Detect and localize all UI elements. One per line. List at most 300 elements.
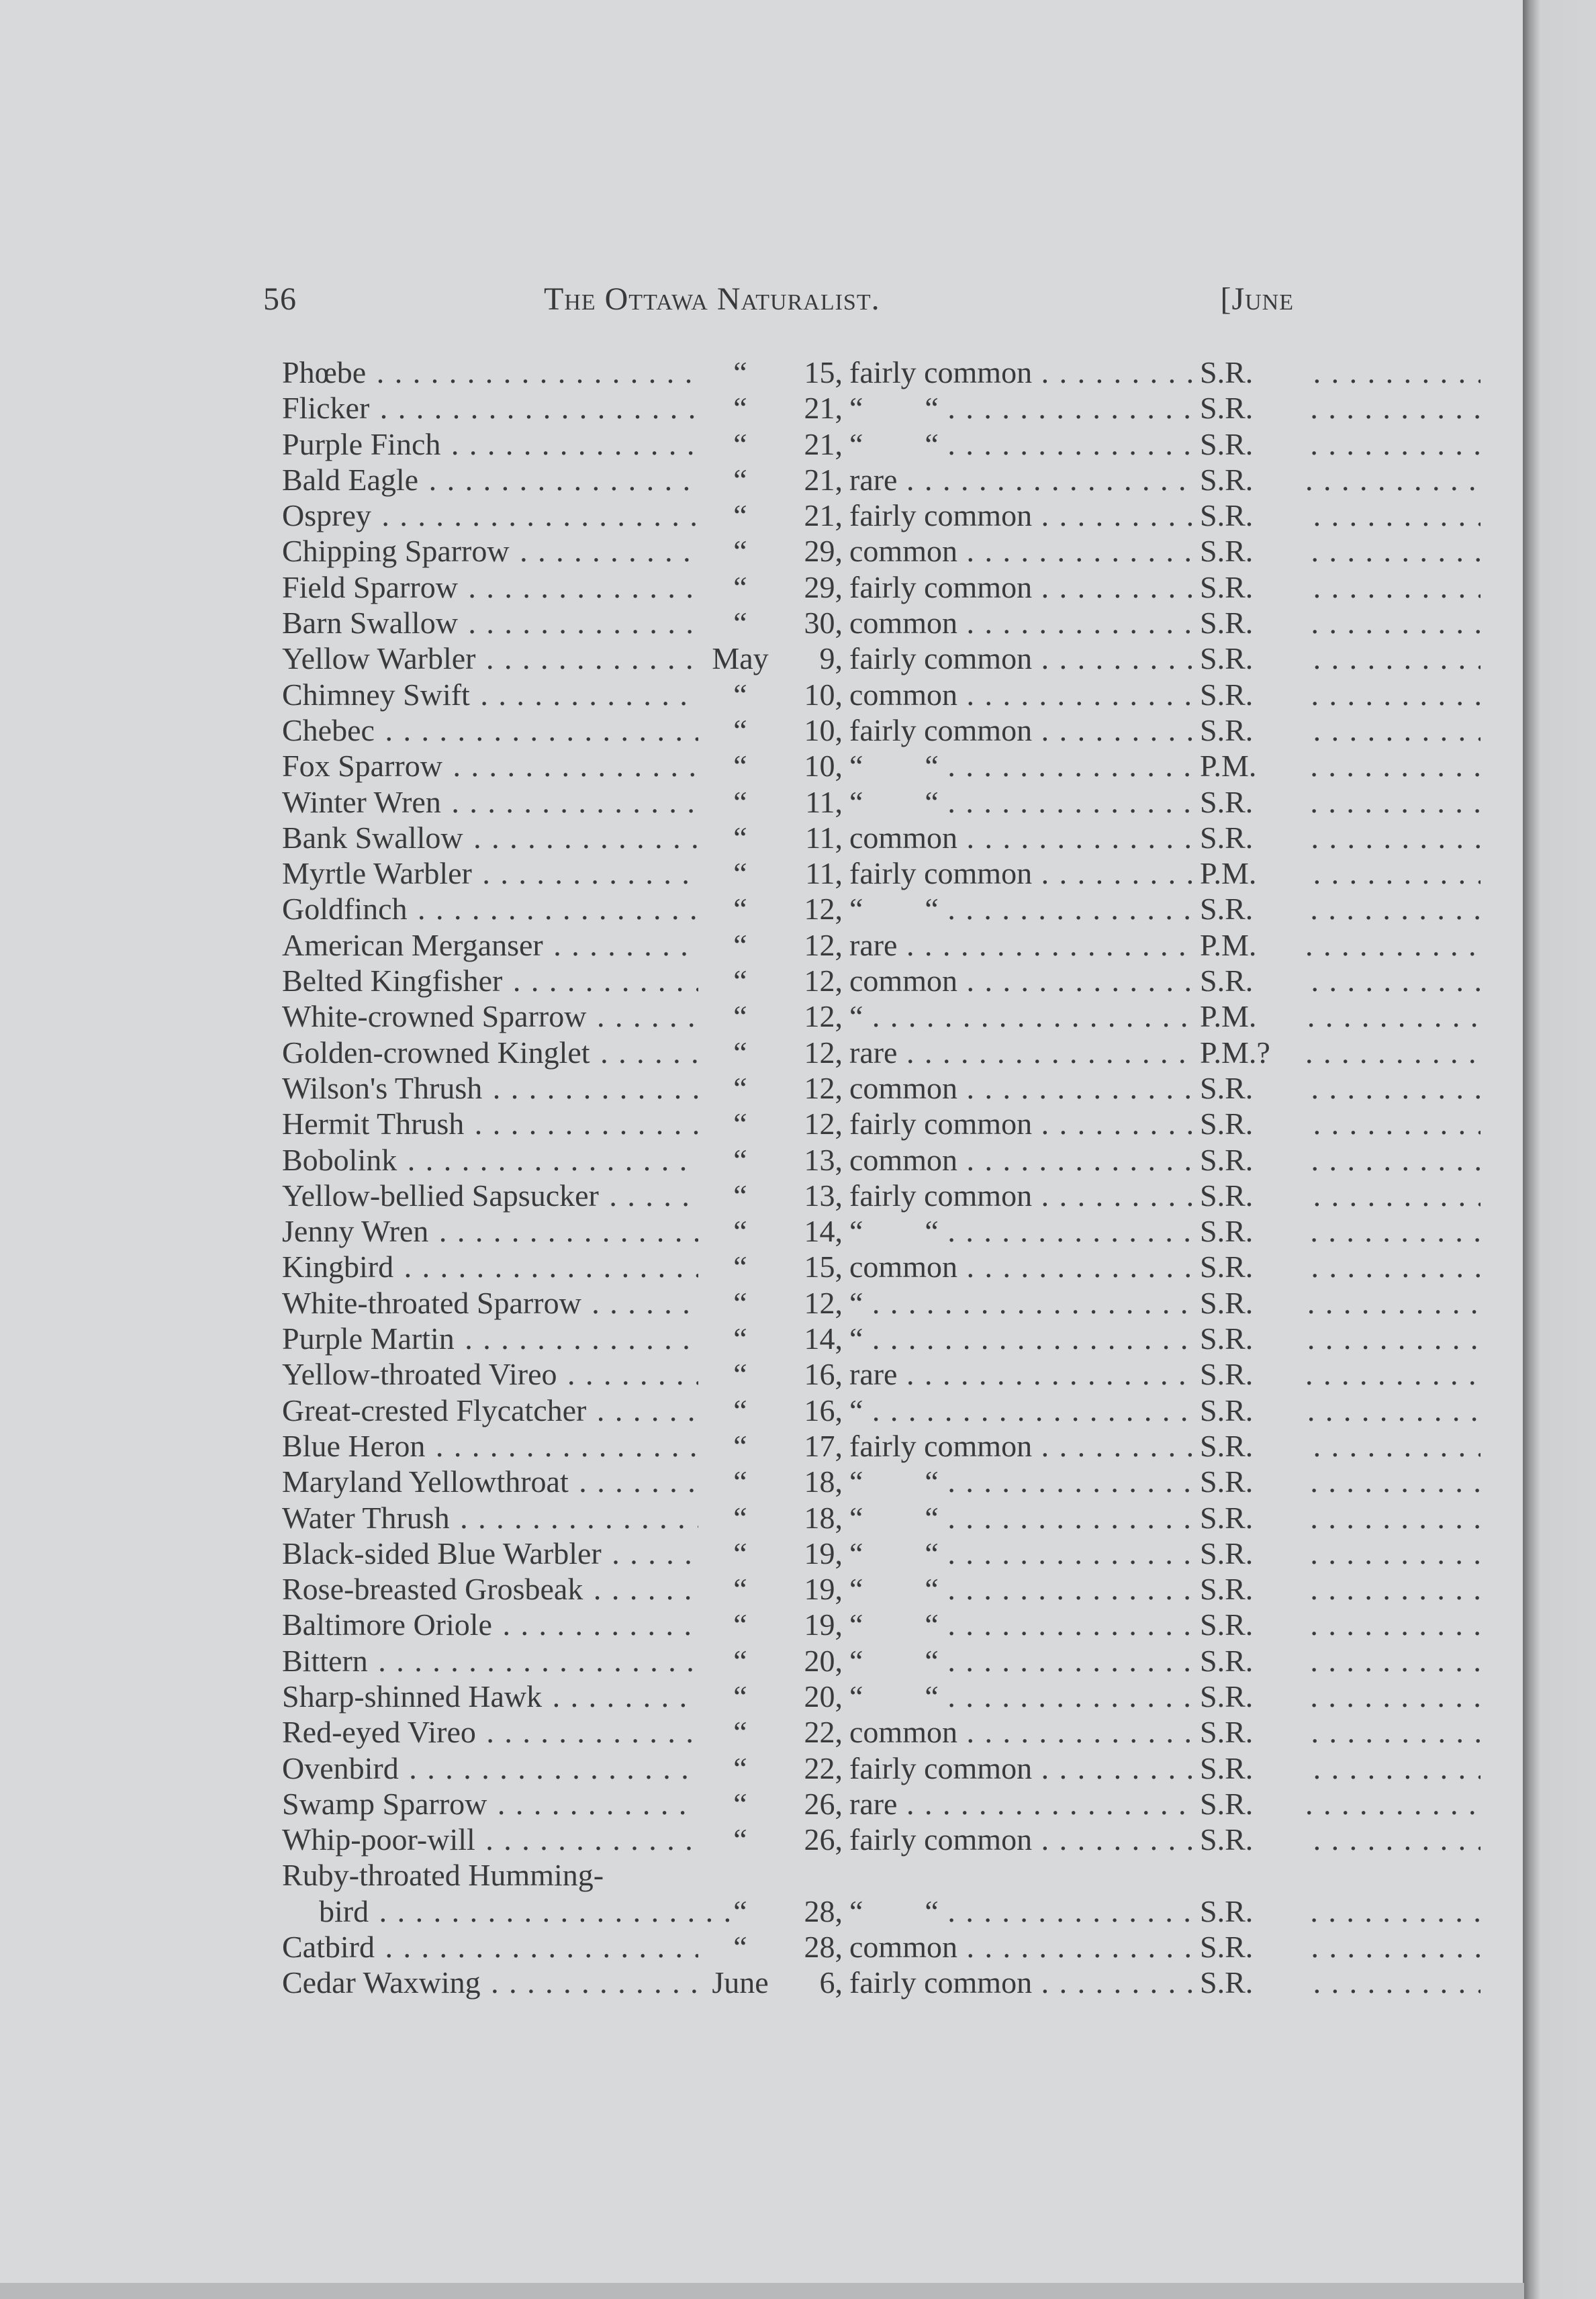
bird-name	[282, 891, 698, 927]
arrival-day: 17,	[804, 1428, 843, 1463]
bird-name-text: Bank Swallow	[282, 820, 463, 855]
status-code: S.R.	[1199, 1965, 1307, 2000]
bird-name	[282, 569, 698, 605]
arrival-day: 18,	[804, 1500, 843, 1535]
abundance-text: fairly common	[849, 569, 1033, 604]
bird-name-text: Goldfinch	[282, 892, 408, 927]
arrival-month: “	[733, 1178, 747, 1213]
bird-name-text: Catbird	[282, 1930, 375, 1965]
arrival-month: “	[733, 927, 747, 962]
list-item	[282, 1750, 1303, 1786]
abundance-text: “ “	[849, 426, 939, 461]
status-code: S.R.	[1199, 1393, 1307, 1428]
arrival-month: June	[712, 1965, 769, 2000]
bird-name	[282, 1965, 698, 2000]
list-item	[282, 1786, 1303, 1822]
bird-name	[282, 855, 698, 891]
bird-name-text: White-throated Sparrow	[282, 1285, 581, 1320]
abundance-text: fairly common	[849, 1178, 1033, 1213]
list-item	[282, 1321, 1303, 1356]
arrival-day: 21,	[804, 498, 843, 533]
status-code: S.R.	[1199, 784, 1307, 820]
arrival-month: “	[733, 1393, 747, 1427]
bird-name	[282, 1464, 698, 1499]
abundance-text: common	[849, 677, 957, 712]
list-item	[282, 1070, 1303, 1106]
abundance	[849, 1321, 1481, 1356]
abundance-text: common	[849, 1930, 957, 1965]
bird-name-text: Great-crested Flycatcher	[282, 1393, 587, 1427]
list-item	[282, 927, 1303, 963]
bird-name-text: Whip-poor-will	[282, 1822, 475, 1857]
bird-name	[282, 1822, 698, 1857]
abundance	[849, 1786, 1481, 1822]
arrival-month: “	[733, 1822, 747, 1857]
arrival-day: 29,	[804, 534, 843, 569]
bird-name-text: Red-eyed Vireo	[282, 1715, 476, 1750]
arrival-day: 20,	[804, 1679, 843, 1714]
bird-name	[282, 498, 698, 533]
bird-name-text: Golden-crowned Kinglet	[282, 1035, 590, 1070]
abundance-text: “ “	[849, 1679, 939, 1714]
list-item	[282, 1607, 1303, 1642]
abundance-text: rare	[849, 1035, 898, 1070]
list-item	[282, 355, 1303, 390]
list-item	[282, 1178, 1303, 1213]
bird-name-text: Jenny Wren	[282, 1214, 429, 1249]
status-code: S.R.	[1199, 1321, 1307, 1356]
abundance	[849, 1035, 1481, 1070]
status-code: S.R.	[1199, 533, 1307, 569]
list-item	[282, 390, 1303, 426]
status-code: S.R.	[1199, 1536, 1307, 1571]
list-item	[282, 1643, 1303, 1679]
abundance	[849, 641, 1481, 676]
issue-month: [June	[1220, 281, 1294, 317]
bird-name	[282, 1178, 698, 1213]
abundance-text: fairly common	[849, 1965, 1033, 2000]
list-item	[282, 1142, 1303, 1178]
arrival-month: “	[733, 1572, 747, 1607]
abundance-text: “	[849, 1393, 863, 1427]
arrival-day: 10,	[804, 677, 843, 712]
abundance-text: rare	[849, 1786, 898, 1821]
abundance	[849, 998, 1481, 1034]
bird-name	[282, 533, 698, 569]
status-code: S.R.	[1199, 462, 1307, 498]
bird-name-text: Yellow-bellied Sapsucker	[282, 1178, 599, 1213]
abundance	[849, 1393, 1481, 1428]
status-code: S.R.	[1199, 1106, 1307, 1141]
abundance-text: fairly common	[849, 355, 1033, 389]
arrival-day: 29,	[804, 569, 843, 604]
status-code: S.R.	[1199, 641, 1307, 676]
list-item	[282, 1464, 1303, 1499]
status-code: S.R.	[1199, 1750, 1307, 1786]
abundance	[849, 1428, 1481, 1464]
abundance-text: fairly common	[849, 712, 1033, 747]
abundance-text: “	[849, 1285, 863, 1320]
running-header	[263, 281, 1294, 321]
abundance	[849, 1893, 1481, 1929]
status-code: S.R.	[1199, 390, 1307, 426]
bird-name	[282, 1356, 698, 1392]
status-code: S.R.	[1199, 1786, 1307, 1822]
bird-name	[282, 927, 698, 963]
bird-name	[282, 998, 698, 1034]
abundance-text: “ “	[849, 1893, 939, 1928]
arrival-day: 20,	[804, 1643, 843, 1678]
bird-name-text: Black-sided Blue Warbler	[282, 1536, 602, 1570]
status-code: S.R.	[1199, 1571, 1307, 1607]
bird-name-text: Yellow-throated Vireo	[282, 1357, 557, 1392]
bird-name-text: Chipping Sparrow	[282, 534, 510, 569]
arrival-day: 21,	[804, 391, 843, 426]
arrival-month: “	[733, 1214, 747, 1249]
abundance	[849, 1142, 1481, 1178]
arrival-month: “	[733, 355, 747, 389]
arrival-day: 19,	[804, 1536, 843, 1570]
status-code: S.R.	[1199, 426, 1307, 462]
list-item	[282, 1857, 1303, 1893]
status-code: P.M.	[1199, 855, 1307, 891]
bird-name-text: Hermit Thrush	[282, 1107, 465, 1141]
abundance	[849, 1571, 1481, 1607]
bird-name	[282, 1536, 698, 1571]
status-code: S.R.	[1199, 1607, 1307, 1642]
list-item	[282, 1822, 1303, 1857]
status-code: S.R.	[1199, 1500, 1307, 1536]
abundance-text: “	[849, 1321, 863, 1356]
status-code: S.R.	[1199, 569, 1307, 605]
status-code: S.R.	[1199, 677, 1307, 712]
list-item	[282, 1106, 1303, 1141]
abundance	[849, 1536, 1481, 1571]
arrival-month: “	[733, 784, 747, 819]
arrival-day: 9,	[819, 641, 843, 676]
arrival-month: “	[733, 1464, 747, 1499]
arrival-day: 28,	[804, 1930, 843, 1965]
status-code: S.R.	[1199, 891, 1307, 927]
status-code: S.R.	[1199, 1285, 1307, 1321]
bird-name	[282, 1857, 698, 1893]
abundance-text: “ “	[849, 1643, 939, 1678]
status-code: S.R.	[1199, 1929, 1307, 1965]
list-item	[282, 426, 1303, 462]
arrival-day: 15,	[804, 1250, 843, 1284]
arrival-day: 12,	[804, 1035, 843, 1070]
abundance	[849, 1679, 1481, 1714]
list-item	[282, 1929, 1303, 1965]
arrival-day: 12,	[804, 964, 843, 998]
bird-name	[282, 355, 698, 390]
abundance	[849, 784, 1481, 820]
abundance	[849, 677, 1481, 712]
list-item	[282, 1714, 1303, 1750]
bird-name-text: Field Sparrow	[282, 569, 458, 604]
arrival-day: 26,	[804, 1822, 843, 1857]
abundance	[849, 927, 1481, 963]
abundance	[849, 1643, 1481, 1679]
arrival-day: 12,	[804, 1070, 843, 1105]
arrival-month: “	[733, 1107, 747, 1141]
bird-name	[282, 1893, 735, 1929]
book-spine	[1523, 0, 1596, 2299]
status-code: S.R.	[1199, 963, 1307, 998]
status-code: S.R.	[1199, 605, 1307, 641]
bird-name	[282, 1213, 698, 1249]
abundance	[849, 855, 1481, 891]
abundance	[849, 1929, 1481, 1965]
bird-name	[282, 1643, 698, 1679]
list-item	[282, 1965, 1303, 2000]
arrival-day: 12,	[804, 1107, 843, 1141]
abundance-text: common	[849, 1715, 957, 1750]
arrival-day: 11,	[805, 820, 843, 855]
arrival-month: “	[733, 1142, 747, 1177]
arrival-month: “	[733, 964, 747, 998]
arrival-day: 15,	[804, 355, 843, 389]
arrival-month: “	[733, 462, 747, 497]
abundance-text: common	[849, 1070, 957, 1105]
bird-name	[282, 605, 698, 641]
bird-name-text: Yellow Warbler	[282, 641, 476, 676]
abundance	[849, 1285, 1481, 1321]
abundance-text: rare	[849, 927, 898, 962]
abundance	[849, 1822, 1481, 1857]
list-item	[282, 1679, 1303, 1714]
bird-name-text: Sharp-shinned Hawk	[282, 1679, 543, 1714]
status-code: S.R.	[1199, 820, 1307, 855]
bird-name-text: Rose-breasted Grosbeak	[282, 1572, 583, 1607]
status-code: S.R.	[1199, 1428, 1307, 1464]
abundance-text: common	[849, 606, 957, 641]
page-bottom-edge	[0, 2283, 1524, 2299]
abundance-text: “ “	[849, 391, 939, 426]
bird-name	[282, 1285, 698, 1321]
bird-name-text: Myrtle Warbler	[282, 856, 472, 891]
bird-name-text: Water Thrush	[282, 1500, 450, 1535]
arrival-month: “	[733, 892, 747, 927]
arrival-day: 19,	[804, 1607, 843, 1642]
arrival-month: “	[733, 606, 747, 641]
abundance-text: fairly common	[849, 856, 1033, 891]
abundance	[849, 355, 1481, 390]
abundance	[849, 1607, 1481, 1642]
bird-name	[282, 963, 698, 998]
abundance-text: “ “	[849, 1464, 939, 1499]
arrival-day: 14,	[804, 1214, 843, 1249]
abundance	[849, 1965, 1481, 2000]
arrival-day: 12,	[804, 892, 843, 927]
bird-name-text: Maryland Yellowthroat	[282, 1464, 569, 1499]
bird-name	[282, 1679, 698, 1714]
arrival-month: “	[733, 391, 747, 426]
status-code: S.R.	[1199, 1893, 1307, 1929]
status-code: S.R.	[1199, 1714, 1307, 1750]
arrival-month: “	[733, 426, 747, 461]
abundance-text: common	[849, 534, 957, 569]
arrival-month: “	[733, 749, 747, 784]
arrival-month: “	[733, 1607, 747, 1642]
arrival-month: “	[733, 1321, 747, 1356]
bird-name	[282, 1321, 698, 1356]
list-item	[282, 677, 1303, 712]
list-item	[282, 998, 1303, 1034]
abundance	[849, 605, 1481, 641]
bird-name	[282, 1500, 698, 1536]
status-code: S.R.	[1199, 1142, 1307, 1178]
abundance-text: “ “	[849, 749, 939, 784]
status-code: S.R.	[1199, 1213, 1307, 1249]
bird-name-text: Barn Swallow	[282, 606, 458, 641]
arrival-month: “	[733, 1250, 747, 1284]
abundance-text: rare	[849, 1357, 898, 1392]
arrival-day: 13,	[804, 1178, 843, 1213]
journal-title: The Ottawa Naturalist.	[544, 281, 880, 317]
abundance-text: “ “	[849, 1607, 939, 1642]
arrival-day: 12,	[804, 1285, 843, 1320]
abundance-text: fairly common	[849, 1107, 1033, 1141]
arrival-month: “	[733, 1500, 747, 1535]
status-code: S.R.	[1199, 1249, 1307, 1284]
bird-name-text: Baltimore Oriole	[282, 1607, 492, 1642]
bird-name-text: Flicker	[282, 391, 370, 426]
arrival-month: “	[733, 1035, 747, 1070]
list-item	[282, 569, 1303, 605]
list-item	[282, 1213, 1303, 1249]
bird-name	[282, 641, 698, 676]
abundance-text: “ “	[849, 892, 939, 927]
arrival-month: “	[733, 1643, 747, 1678]
bird-name	[282, 677, 698, 712]
abundance-text: common	[849, 820, 957, 855]
arrival-day: 12,	[804, 999, 843, 1034]
list-item	[282, 963, 1303, 998]
list-item	[282, 605, 1303, 641]
arrival-day: 11,	[805, 784, 843, 819]
status-code: S.R.	[1199, 355, 1307, 390]
bird-name-text: White-crowned Sparrow	[282, 999, 587, 1034]
bird-name-text: Kingbird	[282, 1250, 394, 1284]
abundance	[849, 748, 1481, 784]
list-item	[282, 748, 1303, 784]
bird-name-text: Fox Sparrow	[282, 749, 442, 784]
bird-name-text: Ruby-throated Humming-	[282, 1858, 604, 1893]
bird-name	[282, 1393, 698, 1428]
abundance-text: “	[849, 999, 863, 1034]
list-item	[282, 1893, 1303, 1929]
list-item	[282, 1393, 1303, 1428]
arrival-month: “	[733, 712, 747, 747]
arrival-day: 12,	[804, 927, 843, 962]
arrival-month: “	[733, 1930, 747, 1965]
abundance-text: common	[849, 1142, 957, 1177]
bird-name	[282, 1249, 698, 1284]
arrival-day: 30,	[804, 606, 843, 641]
arrival-day: 10,	[804, 712, 843, 747]
arrival-day: 18,	[804, 1464, 843, 1499]
arrival-month: “	[733, 1786, 747, 1821]
arrival-day: 10,	[804, 749, 843, 784]
arrival-month: “	[733, 569, 747, 604]
list-item	[282, 784, 1303, 820]
bird-name	[282, 784, 698, 820]
arrival-month: “	[733, 999, 747, 1034]
arrival-month: “	[733, 498, 747, 533]
bird-name-text: Winter Wren	[282, 784, 441, 819]
abundance	[849, 963, 1481, 998]
bird-name-text: Swamp Sparrow	[282, 1786, 487, 1821]
arrival-month: “	[733, 1357, 747, 1392]
arrival-month: “	[733, 534, 747, 569]
abundance	[849, 1714, 1481, 1750]
bird-name-text: Osprey	[282, 498, 371, 533]
arrival-day: 28,	[804, 1893, 843, 1928]
list-item	[282, 855, 1303, 891]
bird-name	[282, 1786, 698, 1822]
arrival-day: 16,	[804, 1357, 843, 1392]
bird-name	[282, 1070, 698, 1106]
arrival-month: “	[733, 820, 747, 855]
abundance	[849, 891, 1481, 927]
abundance-text: “ “	[849, 1572, 939, 1607]
bird-name-text: Purple Martin	[282, 1321, 455, 1356]
arrival-month: “	[733, 1536, 747, 1570]
abundance	[849, 1106, 1481, 1141]
arrival-day: 14,	[804, 1321, 843, 1356]
list-item	[282, 1536, 1303, 1571]
arrival-month: “	[733, 1428, 747, 1463]
list-item	[282, 712, 1303, 748]
arrival-month: “	[733, 1285, 747, 1320]
arrival-month: “	[733, 1679, 747, 1714]
list-item	[282, 1035, 1303, 1070]
abundance	[849, 1213, 1481, 1249]
abundance	[849, 1500, 1481, 1536]
abundance-text: “ “	[849, 1214, 939, 1249]
bird-name	[282, 1428, 698, 1464]
page-number: 56	[263, 281, 297, 317]
list-item	[282, 1285, 1303, 1321]
list-item	[282, 1428, 1303, 1464]
abundance	[849, 533, 1481, 569]
bird-name-text: Chimney Swift	[282, 677, 470, 712]
abundance	[849, 1178, 1481, 1213]
bird-name	[282, 426, 698, 462]
bird-name-text: Bobolink	[282, 1142, 397, 1177]
abundance-text: rare	[849, 462, 898, 497]
bird-name	[282, 748, 698, 784]
status-code: S.R.	[1199, 1070, 1307, 1106]
list-item	[282, 641, 1303, 676]
abundance-text: fairly common	[849, 1428, 1033, 1463]
abundance-text: fairly common	[849, 1822, 1033, 1857]
arrival-day: 13,	[804, 1142, 843, 1177]
status-code: P.M.	[1199, 927, 1307, 963]
arrival-month: “	[733, 1893, 747, 1928]
bird-name	[282, 712, 698, 748]
bird-name-text: Phœbe	[282, 355, 367, 389]
status-code: S.R.	[1199, 1679, 1307, 1714]
bird-name	[282, 1142, 698, 1178]
abundance-text: “ “	[849, 784, 939, 819]
abundance	[849, 1464, 1481, 1499]
abundance	[849, 1070, 1481, 1106]
abundance-text: fairly common	[849, 498, 1033, 533]
arrival-day: 21,	[804, 426, 843, 461]
bird-name-text: Ovenbird	[282, 1750, 399, 1785]
